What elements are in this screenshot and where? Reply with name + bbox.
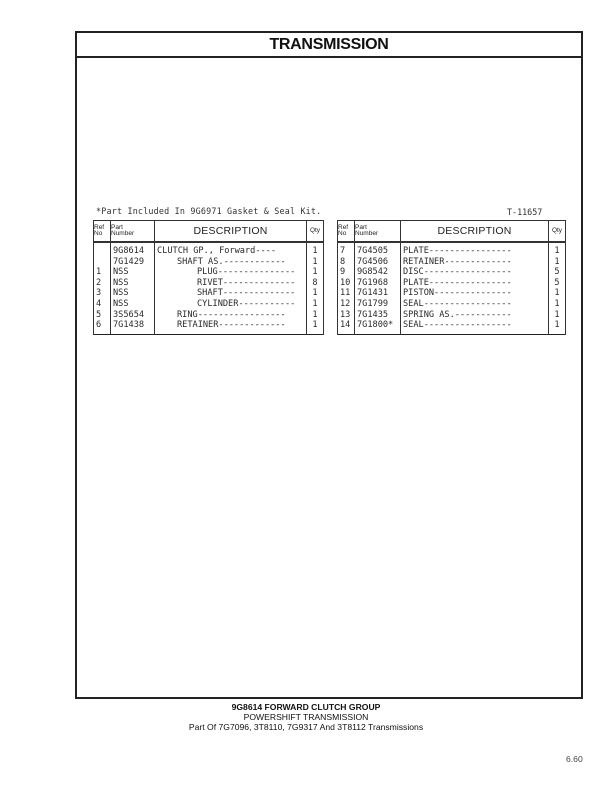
ref-no-cell: 4: [94, 299, 111, 310]
leader-dashes: -----------------: [197, 309, 286, 320]
description-text: RETAINER: [403, 256, 445, 267]
ref-no-cell: 5: [94, 310, 111, 321]
qty-cell: 1: [307, 288, 324, 299]
qty-cell: 5: [549, 278, 566, 289]
table-row: [94, 278, 324, 289]
part-number-cell: 9G8614: [111, 242, 155, 257]
table-row: [94, 267, 324, 278]
ref-no-cell: 6: [94, 320, 111, 334]
leader-dashes: ---------------: [434, 288, 512, 299]
ref-no-cell: 1: [94, 267, 111, 278]
ref-no-cell: [94, 242, 111, 257]
description-text: PLATE: [403, 246, 429, 256]
table-row: [338, 320, 566, 334]
table-row: [94, 320, 324, 334]
part-number-cell: NSS: [111, 278, 155, 289]
qty-cell: 1: [549, 320, 566, 334]
page-title: TRANSMISSION: [269, 35, 389, 53]
part-number-cell: NSS: [111, 288, 155, 299]
part-number-cell: 7G1799: [355, 299, 401, 310]
description-cell: [401, 320, 549, 334]
leader-dashes: -----------------: [423, 298, 512, 309]
kit-note: *Part Included In 9G6971 Gasket & Seal Kit.: [96, 206, 322, 216]
ref-no-cell: 9: [338, 267, 355, 278]
ref-no-cell: 10: [338, 278, 355, 289]
part-number-cell: 7G1429: [111, 257, 155, 268]
qty-cell: 1: [307, 320, 324, 334]
table-row: [338, 310, 566, 321]
leader-dashes: ----: [255, 246, 277, 256]
part-number-cell: 7G1431: [355, 288, 401, 299]
description-cell: [155, 288, 307, 299]
description-cell: [155, 320, 307, 334]
header-part-number: Part Number: [355, 221, 401, 243]
description-text: PLATE: [403, 277, 429, 288]
part-number-cell: NSS: [111, 299, 155, 310]
table-row: [94, 299, 324, 310]
parts-table-right: [337, 220, 566, 335]
header-qty: Qty: [549, 221, 566, 243]
leader-dashes: -----------------: [423, 320, 512, 331]
description-cell: [155, 242, 307, 257]
ref-no-cell: 2: [94, 278, 111, 289]
illustration-number: T-11657: [507, 207, 543, 217]
leader-dashes: ----------------: [428, 277, 512, 288]
description-text: SPRING AS.: [403, 309, 455, 320]
description-cell: [401, 288, 549, 299]
description-cell: [155, 267, 307, 278]
table-row: [94, 310, 324, 321]
leader-dashes: ----------------: [428, 246, 512, 256]
ref-no-cell: 14: [338, 320, 355, 334]
description-text: PLUG: [197, 267, 218, 278]
description-cell: [155, 310, 307, 321]
leader-dashes: -------------: [444, 256, 512, 267]
part-number-cell: NSS: [111, 267, 155, 278]
leader-dashes: --------------: [222, 288, 296, 299]
table-row: [338, 299, 566, 310]
part-number-cell: 7G1968: [355, 278, 401, 289]
footer-subtitle: POWERSHIFT TRANSMISSION: [243, 712, 369, 722]
part-number-cell: 3S5654: [111, 310, 155, 321]
table-header-row: [94, 221, 324, 243]
description-cell: [401, 299, 549, 310]
qty-cell: 1: [549, 288, 566, 299]
description-text: RIVET: [197, 277, 223, 288]
table-row: [94, 242, 324, 257]
qty-cell: 1: [549, 257, 566, 268]
header-description: DESCRIPTION: [401, 221, 549, 243]
leader-dashes: -----------------: [423, 267, 512, 278]
ref-no-cell: 13: [338, 310, 355, 321]
page-frame: [75, 31, 583, 699]
qty-cell: 1: [307, 257, 324, 268]
title-bar: [77, 33, 581, 58]
qty-cell: 1: [549, 299, 566, 310]
part-number-cell: 7G1800*: [355, 320, 401, 334]
description-text: CLUTCH GP., Forward: [157, 246, 256, 256]
description-text: SHAFT: [197, 288, 223, 299]
part-number-cell: 7G1435: [355, 310, 401, 321]
part-number-cell: 7G4505: [355, 242, 401, 257]
description-cell: [155, 299, 307, 310]
ref-no-cell: 11: [338, 288, 355, 299]
table-row: [338, 288, 566, 299]
description-text: SEAL: [403, 298, 424, 309]
description-text: PISTON: [403, 288, 435, 299]
qty-cell: 8: [307, 278, 324, 289]
qty-cell: 5: [549, 267, 566, 278]
description-cell: [155, 278, 307, 289]
part-number-cell: 7G4506: [355, 257, 401, 268]
qty-cell: 1: [549, 242, 566, 257]
part-number-cell: 7G1438: [111, 320, 155, 334]
part-number-cell: 9G8542: [355, 267, 401, 278]
table-row: [94, 257, 324, 268]
footer-applicability: Part Of 7G7096, 3T8110, 7G9317 And 3T8112 Transmissions: [188, 722, 424, 732]
leader-dashes: ---------------: [217, 267, 296, 278]
parts-table-left: [93, 220, 324, 335]
ref-no-cell: 12: [338, 299, 355, 310]
ref-no-cell: 7: [338, 242, 355, 257]
leader-dashes: --------------: [222, 277, 296, 288]
ref-no-cell: 8: [338, 257, 355, 268]
footer-group-title: 9G8614 FORWARD CLUTCH GROUP: [231, 702, 381, 712]
table-row: [338, 267, 566, 278]
description-text: DISC: [403, 267, 424, 278]
description-cell: [155, 257, 307, 268]
table-row: [94, 288, 324, 299]
header-ref-no: Ref No: [94, 221, 111, 243]
page-number: 6.60: [566, 754, 583, 764]
description-text: SHAFT AS.: [177, 256, 224, 267]
header-description: DESCRIPTION: [155, 221, 307, 243]
qty-cell: 1: [307, 299, 324, 310]
qty-cell: 1: [307, 310, 324, 321]
table-row: [338, 242, 566, 257]
leader-dashes: -----------: [238, 298, 296, 309]
description-cell: [401, 278, 549, 289]
qty-cell: 1: [549, 310, 566, 321]
ref-no-cell: 3: [94, 288, 111, 299]
description-text: RETAINER: [177, 320, 219, 331]
qty-cell: 1: [307, 267, 324, 278]
description-text: SEAL: [403, 320, 424, 331]
description-cell: [401, 310, 549, 321]
description-text: RING: [177, 309, 198, 320]
table-row: [338, 278, 566, 289]
table-header-row: [338, 221, 566, 243]
header-ref-no: Ref No: [338, 221, 355, 243]
leader-dashes: -----------: [454, 309, 512, 320]
leader-dashes: -------------: [218, 320, 286, 331]
description-text: CYLINDER: [197, 298, 239, 309]
description-cell: [401, 257, 549, 268]
leader-dashes: ------------: [223, 256, 286, 267]
table-row: [338, 257, 566, 268]
qty-cell: 1: [307, 242, 324, 257]
ref-no-cell: [94, 257, 111, 268]
header-qty: Qty: [307, 221, 324, 243]
left-table-body: [94, 242, 324, 334]
right-table-body: [338, 242, 566, 334]
header-part-number: Part Number: [111, 221, 155, 243]
description-cell: [401, 242, 549, 257]
description-cell: [401, 267, 549, 278]
